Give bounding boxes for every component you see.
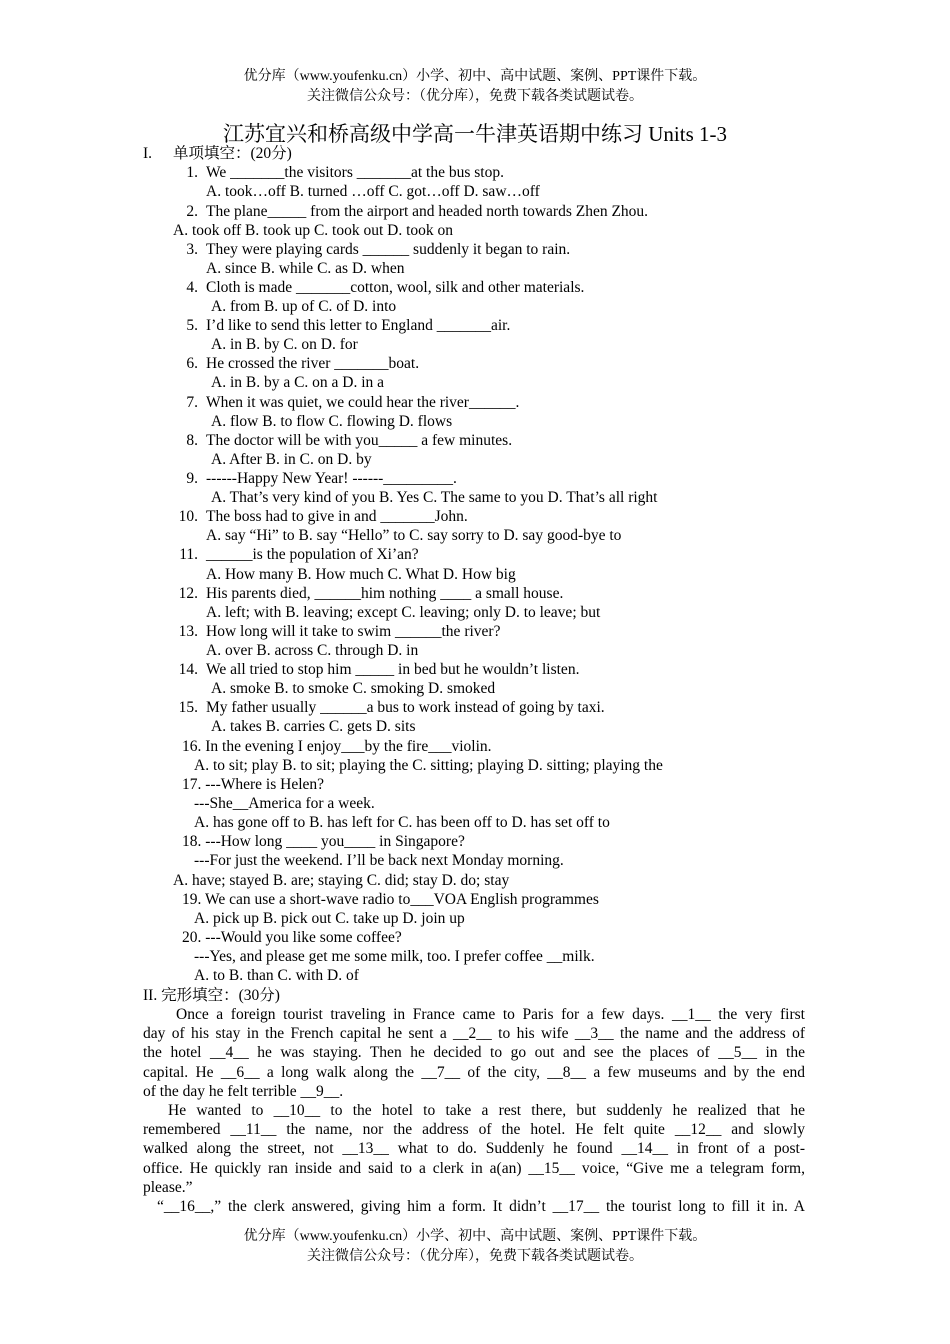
footer-line-2: 关注微信公众号：（优分库），免费下载各类试题试卷。 — [307, 1249, 643, 1264]
question-12-options: A. left; with B. leaving; except C. leaving; only D. to leave; but — [206, 604, 601, 621]
cloze-paragraph-2: He wanted to __10__ to the hotel to take a rest there, but suddenly he realized that he remembered __11__ the name, nor the address of the hotel. He felt quite __12__ and slowly walked along the street, not __13__ what to do. Suddenly he found __14__ in front of a post- office. He quickly ran inside and said to a clerk in a(an) __15__ voice, “Give me a telegram form, please.” — [143, 1102, 805, 1196]
question-6-options: A. in B. by a C. on a D. in a — [211, 374, 385, 391]
question-17-answer-line: ---She__America for a week. — [194, 795, 375, 812]
question-8: 8. The doctor will be with you_____ a few minutes. — [186, 432, 513, 449]
header-line-1: 优分库（www.youfenku.cn）小学、初中、高中试题、案例、PPT课件下载。 — [243, 69, 707, 84]
question-17-options: A. has gone off to B. has left for C. has been off to D. has set off to — [194, 814, 610, 831]
question-15: 15. My father usually ______a bus to work instead of going by taxi. — [178, 699, 605, 716]
question-16: 16. In the evening I enjoy___by the fire___violin. — [182, 738, 492, 755]
footer-line-1: 优分库（www.youfenku.cn）小学、初中、高中试题、案例、PPT课件下载。 — [243, 1229, 707, 1244]
question-2: 2. The plane_____ from the airport and headed north towards Zhen Zhou. — [186, 203, 649, 220]
question-19-options: A. pick up B. pick out C. take up D. join up — [194, 910, 465, 927]
question-18-options: A. have; stayed B. are; staying C. did; stay D. do; stay — [173, 872, 510, 889]
question-3-options: A. since B. while C. as D. when — [206, 260, 405, 277]
cloze-paragraph-3: “__16__,” the clerk answered, giving him a form. It didn’t __17__ the tourist long to fill it in. A — [157, 1198, 805, 1215]
question-1: 1. We _______the visitors _______at the bus stop. — [186, 164, 504, 181]
question-20: 20. ---Would you like some coffee? — [182, 929, 402, 946]
question-10-options: A. say “Hi” to B. say “Hello” to C. say sorry to D. say good-bye to — [206, 527, 622, 544]
question-18-answer-line: ---For just the weekend. I’ll be back next Monday morning. — [194, 852, 564, 869]
question-10: 10. The boss had to give in and _______John. — [178, 508, 468, 525]
question-15-options: A. takes B. carries C. gets D. sits — [211, 718, 416, 735]
header-line-2: 关注微信公众号：（优分库），免费下载各类试题试卷。 — [307, 89, 643, 104]
question-14: 14. We all tried to stop him _____ in bed but he wouldn’t listen. — [178, 661, 580, 678]
question-6: 6. He crossed the river _______boat. — [186, 355, 420, 372]
question-19: 19. We can use a short-wave radio to___VOA English programmes — [182, 891, 599, 908]
section2-title: II. 完形填空：(30分) — [143, 987, 280, 1004]
question-20-answer-line: ---Yes, and please get me some milk, too. I prefer coffee __milk. — [194, 948, 595, 965]
question-3: 3. They were playing cards ______ suddenly it began to rain. — [186, 241, 571, 258]
question-14-options: A. smoke B. to smoke C. smoking D. smoked — [211, 680, 496, 697]
question-13-options: A. over B. across C. through D. in — [206, 642, 419, 659]
question-16-options: A. to sit; play B. to sit; playing the C. sitting; playing D. sitting; playing the — [194, 757, 663, 774]
question-1-options: A. took…off B. turned …off C. got…off D. saw…off — [206, 183, 540, 200]
question-9-options: A. That’s very kind of you B. Yes C. The same to you D. That’s all right — [211, 489, 658, 506]
question-9: 9. ------Happy New Year! ------_________. — [186, 470, 457, 487]
page-title: 江苏宜兴和桥高级中学高一牛津英语期中练习 Units 1-3 — [223, 122, 727, 146]
question-4: 4. Cloth is made _______cotton, wool, silk and other materials. — [186, 279, 585, 296]
question-11-options: A. How many B. How much C. What D. How big — [206, 566, 516, 583]
question-7: 7. When it was quiet, we could hear the river______. — [186, 394, 520, 411]
question-5-options: A. in B. by C. on D. for — [211, 336, 358, 353]
question-12: 12. His parents died, ______him nothing ____ a small house. — [178, 585, 564, 602]
question-7-options: A. flow B. to flow C. flowing D. flows — [211, 413, 453, 430]
question-13: 13. How long will it take to swim ______the river? — [178, 623, 501, 640]
section1-title: 单项填空：(20分) — [173, 145, 292, 162]
question-20-options: A. to B. than C. with D. of — [194, 967, 359, 984]
cloze-paragraph-1: Once a foreign tourist traveling in France came to Paris for a few days. __1__ the very first day of his stay in the French capital he sent a __2__ to his wife __3__ the name and the address of the hotel __4__ he was staying. Then he decided to go out and see the places of __5__ in the capital. He __6__ a long walk along the __7__ of the city, __8__ a few museums and by the end of the day he felt terrible __9__. — [143, 1006, 805, 1100]
question-4-options: A. from B. up of C. of D. into — [211, 298, 397, 315]
question-17: 17. ---Where is Helen? — [182, 776, 325, 793]
question-8-options: A. After B. in C. on D. by — [211, 451, 372, 468]
question-11: 11. ______is the population of Xi’an? — [179, 546, 419, 563]
question-18: 18. ---How long ____ you____ in Singapore? — [182, 833, 465, 850]
question-5: 5. I’d like to send this letter to England _______air. — [186, 317, 511, 334]
question-2-options: A. took off B. took up C. took out D. took on — [173, 222, 454, 239]
section1-label: I. — [143, 145, 153, 162]
